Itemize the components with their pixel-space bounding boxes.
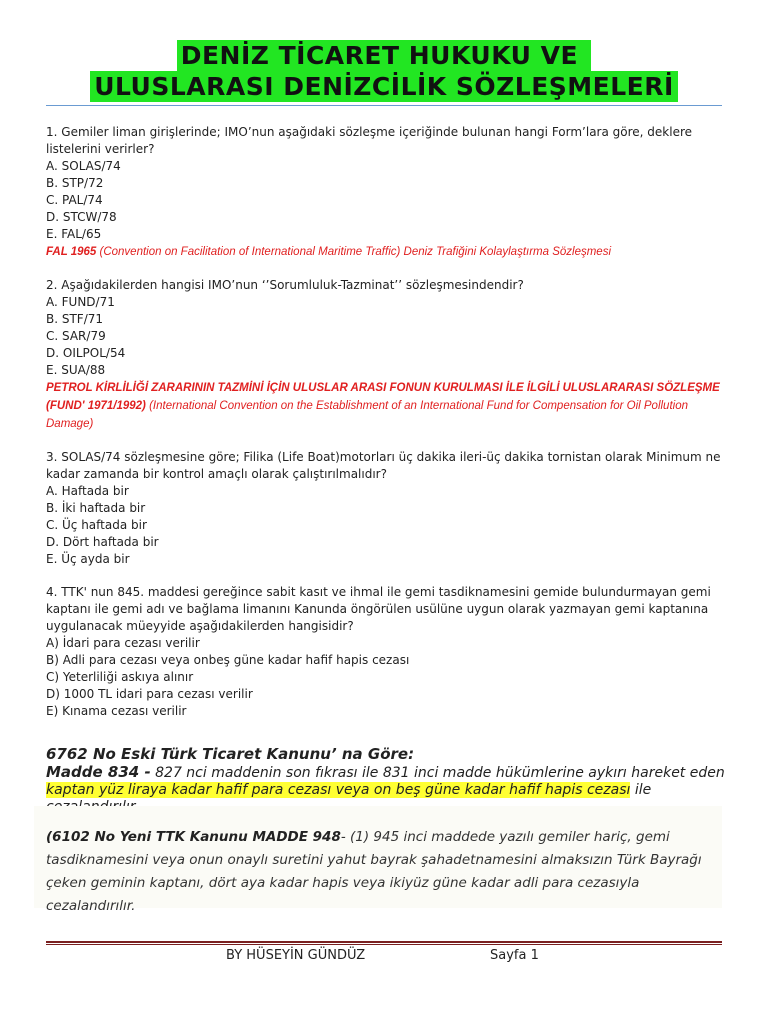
question-3 <box>46 449 726 568</box>
law-highlight: kaptan yüz liraya kadar hafif para cezası veya on beş güne kadar hafif hapis cezası <box>46 782 631 798</box>
law-article: Madde 834 - <box>46 763 151 781</box>
option-a: A) İdari para cezası verilir <box>46 636 200 650</box>
document-title <box>0 40 768 102</box>
option-c: C) Yeterliliği askıya alınır <box>46 670 194 684</box>
option-b: B. İki haftada bir <box>46 501 146 515</box>
title-line-1: DENİZ TİCARET HUKUKU VE <box>177 40 592 71</box>
question-text: 1. Gemiler liman girişlerinde; IMO’nun aşağıdaki sözleşme içeriğinde bulunan hangi Form’lara göre, deklere listelerini verirler? <box>46 125 693 156</box>
option-e: E) Kınama cezası verilir <box>46 704 187 718</box>
answer-note-text: (Convention on Facilitation of International Maritime Traffic) Deniz Trafiğini Kolaylaştırma Sözleşmesi <box>96 246 612 258</box>
answer-note <box>46 243 726 261</box>
option-a: A. SOLAS/74 <box>46 159 121 173</box>
option-e: E. FAL/65 <box>46 227 102 241</box>
option-e: E. SUA/88 <box>46 363 106 377</box>
law-text-before: 827 nci maddenin son fıkrası ile 831 inci madde hükümlerine aykırı hareket eden <box>150 765 725 781</box>
option-d: D. OILPOL/54 <box>46 346 126 360</box>
option-d: D) 1000 TL idari para cezası verilir <box>46 687 253 701</box>
law-text-after: ile <box>634 782 652 798</box>
option-c: C. Üç haftada bir <box>46 518 147 532</box>
footer-divider-thin <box>46 944 722 945</box>
question-1 <box>46 124 726 261</box>
question-2 <box>46 277 726 433</box>
answer-note-text: (International Convention on the Establishment of an International Fund for Compensation for Oil Pollution Damage) <box>46 400 688 430</box>
new-law-paragraph <box>46 826 720 918</box>
option-c: C. PAL/74 <box>46 193 103 207</box>
footer-author: BY HÜSEYİN GÜNDÜZ <box>226 948 366 963</box>
option-e: E. Üç ayda bir <box>46 552 130 566</box>
answer-note <box>46 379 726 433</box>
new-law-text: - (1) 945 inci maddede yazılı gemiler hariç, gemi tasdiknamesini veya onun onaylı suretini yahut bayrak şahadetnamesini almaksızın Türk Bayrağı çeken geminin kaptanı, dört aya kadar hapis veya ikiyüz güne kadar adli para cezasıyla cezalandırılır. <box>46 829 702 914</box>
option-a: A. FUND/71 <box>46 295 115 309</box>
option-d: D. STCW/78 <box>46 210 117 224</box>
question-text: 3. SOLAS/74 sözleşmesine göre; Filika (Life Boat)motorları üç dakika ileri-üç dakika tornistan olarak Minimum ne kadar zamanda bir kontrol amaçlı olarak çalıştırılmalıdır? <box>46 450 721 481</box>
title-line-2: ULUSLARASI DENİZCİLİK SÖZLEŞMELERİ <box>90 71 678 102</box>
question-list <box>46 124 726 816</box>
question-text: 2. Aşağıdakilerden hangisi IMO’nun ‘’Sorumluluk-Tazminat’’ sözleşmesindendir? <box>46 278 524 292</box>
option-a: A. Haftada bir <box>46 484 129 498</box>
option-c: C. SAR/79 <box>46 329 106 343</box>
question-4 <box>46 584 726 720</box>
footer-divider <box>46 941 722 943</box>
new-law-bold: (6102 No Yeni TTK Kanunu MADDE 948 <box>46 829 341 845</box>
footer-page-number: Sayfa 1 <box>490 948 539 963</box>
law-heading: 6762 No Eski Türk Ticaret Kanunu’ na Göre: <box>46 745 415 763</box>
answer-note-bold: PETROL KİRLİLİĞİ ZARARININ TAZMİNİ İÇİN ULUSLAR ARASI FONUN KURULMASI İLE İLGİLİ ULUSLARARASI SÖZLEŞME (FUND' 1971/1992) <box>46 382 720 412</box>
question-text: 4. TTK' nun 845. maddesi gereğince sabit kasıt ve ihmal ile gemi tasdiknamesini gemide bulundurmayan gemi kaptanı ile gemi adı ve bağlama limanını Kanunda öngörülen usülüne uygun olarak yazmayan gemi kaptanına uygulanacak müeyyide aşağıdakilerden hangisidir? <box>46 585 711 633</box>
option-d: D. Dört haftada bir <box>46 535 159 549</box>
answer-note-bold: FAL 1965 <box>46 246 97 258</box>
title-divider <box>46 105 722 106</box>
option-b: B. STF/71 <box>46 312 104 326</box>
option-b: B. STP/72 <box>46 176 104 190</box>
option-b: B) Adli para cezası veya onbeş güne kadar hafif hapis cezası <box>46 653 410 667</box>
